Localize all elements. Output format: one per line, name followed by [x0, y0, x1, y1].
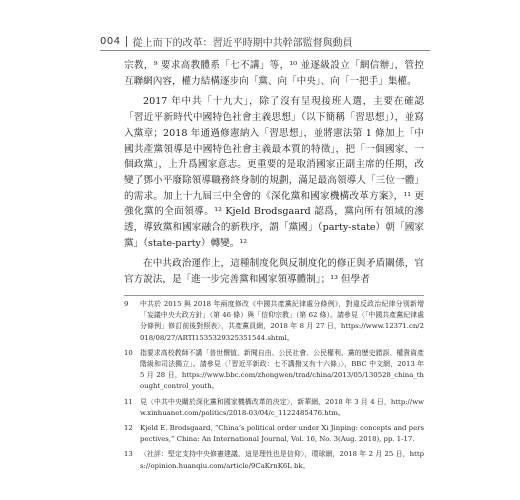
- running-title: 從上而下的改革：習近平時期中共幹部監督與動員: [132, 38, 353, 49]
- paragraph: 在中共政治運作上，這種制度化與反制度化的修正與矛盾關係，官官方說法，是「進一步完善黨和國家領導體制」；¹³ 但學者: [124, 258, 424, 286]
- footnote-text: 指要求高校教師不講「普世價值、新聞自由、公民社會、公民權利、黨的歷史錯誤、權貴資產階級和司法獨立」。請參見〈「習近平新政：七不講撥又有十六條」〉，BBC 中文網，2013 年 5 月 28 日，https://www.bbc.com/zhongwen/trad/china/2013/05/130528_china_thought_control_youth。: [140, 348, 424, 391]
- running-header: [100, 34, 430, 49]
- footnote-text: 〈社評：堅定支持中央修憲建議，這是理性也是信仰〉，環球網，2018 年 2 月 25 日，https://opinion.huanqiu.com/article/9CaKrnK6L bk。: [140, 450, 424, 470]
- footnote-number: 9: [124, 300, 129, 308]
- footnote-text: 中共於 2015 與 2018 年兩度修改《中國共產黨紀律處分條例》，對違反政治紀律分別新增「妄議中央大政方針」（第 46 條）與「信仰宗教」（第 62 條）。請參見〈「中國共產黨紀律處分條例」修訂前後對照表〉，共產黨員網，2018 年 8 月 27 日，https://www.12371.cn/2018/08/27/ARTI1535329325351544.shtml。: [140, 300, 424, 342]
- footnote-rule: [124, 295, 424, 296]
- footnotes: [124, 299, 424, 476]
- paragraph-continued: 宗教，⁹ 要求高教體系「七不講」等，¹⁰ 並逐級設立「網信辦」，管控互聯網內容，權力結構逐步向「黨、向「中央」、向「一把手」集權。: [124, 60, 424, 87]
- footnote-number: 10: [124, 348, 133, 357]
- footnote-text: 見〈中共中央關於深化黨和國家機構改革的決定〉，新華網，2018 年 3 月 4 日，http://www.xinhuanet.com/politics/2018-03/04/c_1122485476.htm。: [140, 397, 424, 417]
- footnote-number: 12: [124, 424, 133, 433]
- footnote: [124, 397, 424, 419]
- main-text: [124, 58, 424, 288]
- footnote-number: 11: [124, 397, 133, 406]
- footnote: [124, 299, 424, 344]
- page-number: 004: [100, 36, 121, 47]
- header-rule: [100, 50, 430, 51]
- paragraph: 2017 年中共「十九大」，除了沒有呈現接班人選，主要在確認「習近平新時代中國特色社會主義思想」（以下簡稱「習思想」），並寫入黨章；2018 年通過修憲納入「習思想」，並將憲法第 1 條加上「中國共產黨領導是中國特色社會主義最本質的特徵」，把「一個國家、一個政黨」，上升爲國家意志。更重要的是取消國家正副主席的任期，改變了鄧小平廢除領導職務終身制的規劃，滿足最高領導人「三位一體」的需求。加上十九屆三中全會的《深化黨和國家機構改革方案》，¹¹ 更強化黨的全面領導。¹² Kjeld Brodsgaard 認爲，黨向所有領域的滲透，導致黨和國家融合的新秩序，謂「黨國」（party-state）朝「國家黨」（state-party）轉變。¹²: [124, 96, 424, 249]
- footnote-text: Kjeld E. Brodsgaard, “China’s political order under Xi Jinping: concepts and perspectives,” China: An International Journal, Vol. 16, No. 3(Aug. 2018), pp. 1-17.: [140, 424, 424, 444]
- footnote: [124, 423, 424, 445]
- header-separator: [126, 36, 127, 47]
- footnote: [124, 348, 424, 393]
- footnote: [124, 449, 424, 471]
- footnote-number: 13: [124, 450, 133, 459]
